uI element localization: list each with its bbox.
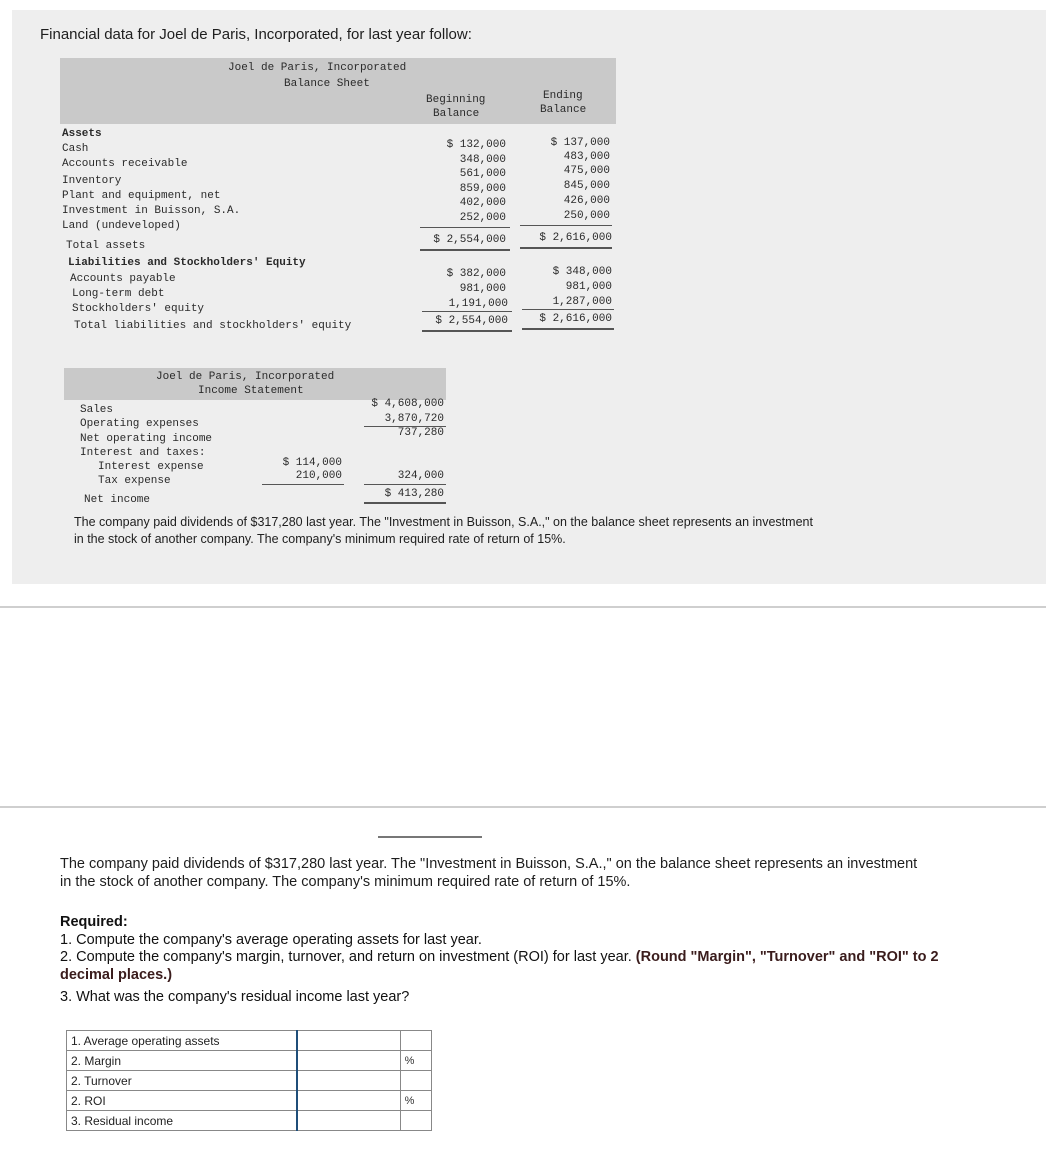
answer-cell[interactable] — [297, 1031, 400, 1051]
intro-text: Financial data for Joel de Paris, Incorporated, for last year follow: — [40, 26, 472, 43]
bs-row-label: Inventory — [62, 175, 122, 187]
bs-company: Joel de Paris, Incorporated — [228, 62, 407, 74]
answer-label: 2. Turnover — [67, 1071, 298, 1091]
total-rule — [522, 328, 614, 330]
answer-label: 2. Margin — [67, 1051, 298, 1071]
note-line-2: in the stock of another company. The company's minimum required rate of return of 15%. — [60, 874, 631, 890]
is-company: Joel de Paris, Incorporated — [156, 371, 335, 383]
subtotal-rule — [422, 311, 512, 312]
answer-cell[interactable] — [297, 1071, 400, 1091]
is-opinc-label: Net operating income — [80, 433, 213, 445]
total-liab-label: Total liabilities and stockholders' equity — [74, 320, 352, 332]
residual-income-input[interactable] — [298, 1111, 398, 1130]
subtotal-rule — [420, 227, 510, 228]
liab-row-beginning: 1,191,000 — [448, 298, 508, 310]
is-opex-label: Operating expenses — [80, 418, 199, 430]
bs-title: Balance Sheet — [284, 78, 370, 90]
total-liab-ending: $ 2,616,000 — [539, 313, 612, 325]
bs-row-beginning: 859,000 — [459, 183, 506, 195]
required-item-3: 3. What was the company's residual income last year? — [60, 989, 410, 1005]
liab-row-label: Stockholders' equity — [72, 303, 205, 315]
total-assets-beginning: $ 2,554,000 — [433, 234, 506, 246]
answer-label: 1. Average operating assets — [67, 1031, 298, 1051]
liab-row-label: Accounts payable — [70, 273, 176, 285]
bs-row-ending: 475,000 — [563, 165, 610, 177]
col-ending-2: Balance — [540, 104, 587, 116]
bs-row-label: Land (undeveloped) — [62, 220, 181, 232]
liab-row-ending: $ 348,000 — [552, 266, 612, 278]
note-line-1: The company paid dividends of $317,280 last year. The "Investment in Buisson, S.A.," on the balance sheet represents an investment — [60, 856, 918, 872]
answer-unit — [400, 1071, 431, 1091]
liab-row-beginning: $ 382,000 — [446, 268, 506, 280]
is-interest-label: Interest expense — [98, 461, 204, 473]
col-beginning-1: Beginning — [426, 94, 486, 106]
assets-heading: Assets — [62, 128, 102, 140]
bs-row-label: Accounts receivable — [62, 158, 188, 170]
is-sales-label: Sales — [80, 404, 114, 416]
bs-row-ending: 845,000 — [563, 180, 610, 192]
subtotal-rule — [520, 225, 612, 226]
required-item-1: 1. Compute the company's average operating assets for last year. — [60, 932, 482, 948]
bs-row-ending: 250,000 — [563, 210, 610, 222]
bs-row-label: Cash — [62, 143, 89, 155]
is-tax-label: Tax expense — [98, 475, 171, 487]
answer-row — [67, 1071, 432, 1091]
bs-row-beginning: 252,000 — [459, 212, 506, 224]
is-netinc-label: Net income — [84, 494, 151, 506]
subtotal-rule — [262, 484, 344, 485]
subtotal-rule — [522, 309, 614, 310]
is-title: Income Statement — [198, 385, 304, 397]
total-assets-label: Total assets — [66, 240, 146, 252]
bs-row-beginning: 561,000 — [459, 168, 506, 180]
is-netinc-value: $ 413,280 — [384, 488, 444, 500]
is-interest-value: $ 114,000 — [282, 457, 342, 469]
answer-cell[interactable] — [297, 1051, 400, 1071]
is-int-tax-label: Interest and taxes: — [80, 447, 206, 459]
answer-cell[interactable] — [297, 1091, 400, 1111]
bs-row-beginning: 348,000 — [459, 154, 506, 166]
liab-heading: Liabilities and Stockholders' Equity — [68, 257, 306, 269]
bs-row-beginning: 402,000 — [459, 197, 506, 209]
bs-row-label: Plant and equipment, net — [62, 190, 221, 202]
is-sales-value: $ 4,608,000 — [371, 398, 444, 410]
answer-unit — [400, 1111, 431, 1131]
answer-unit — [400, 1031, 431, 1051]
col-ending-1: Ending — [543, 90, 583, 102]
answer-row — [67, 1051, 432, 1071]
answer-row — [67, 1111, 432, 1131]
bs-row-ending: 426,000 — [563, 195, 610, 207]
required-item-2-rounding-cont: decimal places.) — [60, 967, 173, 983]
total-rule — [422, 330, 512, 332]
liab-row-label: Long-term debt — [72, 288, 165, 300]
is-opinc-value: 737,280 — [397, 427, 444, 439]
turnover-input[interactable] — [298, 1071, 398, 1090]
answer-unit: % — [400, 1051, 431, 1071]
note-photo-line-2: in the stock of another company. The company's minimum required rate of return of 15%. — [74, 532, 566, 546]
liab-row-ending: 981,000 — [565, 281, 612, 293]
answer-table — [66, 1030, 432, 1131]
col-beginning-2: Balance — [433, 108, 480, 120]
liab-row-beginning: 981,000 — [459, 283, 506, 295]
total-rule — [420, 249, 510, 251]
bs-row-ending: $ 137,000 — [550, 137, 610, 149]
is-int-tax-total: 324,000 — [397, 470, 444, 482]
avg-operating-assets-input[interactable] — [298, 1031, 398, 1050]
bs-row-ending: 483,000 — [563, 151, 610, 163]
answer-label: 3. Residual income — [67, 1111, 298, 1131]
total-liab-beginning: $ 2,554,000 — [435, 315, 508, 327]
roi-input[interactable] — [298, 1091, 398, 1110]
required-item-2 — [60, 948, 939, 966]
total-rule — [364, 502, 446, 504]
section-divider — [0, 606, 1046, 608]
short-rule — [378, 836, 482, 838]
total-rule — [520, 247, 612, 249]
answer-row — [67, 1091, 432, 1111]
required-heading: Required: — [60, 914, 128, 930]
margin-input[interactable] — [298, 1051, 398, 1070]
required-item-2-text: 2. Compute the company's margin, turnover, and return on investment (ROI) for last year. — [60, 949, 632, 965]
answer-unit: % — [400, 1091, 431, 1111]
answer-row — [67, 1031, 432, 1051]
total-assets-ending: $ 2,616,000 — [539, 232, 612, 244]
bs-row-beginning: $ 132,000 — [446, 139, 506, 151]
answer-label: 2. ROI — [67, 1091, 298, 1111]
section-divider — [0, 806, 1046, 808]
is-opex-value: 3,870,720 — [384, 413, 444, 425]
bs-row-label: Investment in Buisson, S.A. — [62, 205, 241, 217]
note-photo-line-1: The company paid dividends of $317,280 last year. The "Investment in Buisson, S.A.," on the balance sheet represents an investment — [74, 515, 813, 529]
is-tax-value: 210,000 — [295, 470, 342, 482]
required-item-2-rounding: (Round "Margin", "Turnover" and "ROI" to 2 — [635, 949, 939, 965]
liab-row-ending: 1,287,000 — [552, 296, 612, 308]
subtotal-rule — [364, 484, 446, 485]
answer-cell[interactable] — [297, 1111, 400, 1131]
